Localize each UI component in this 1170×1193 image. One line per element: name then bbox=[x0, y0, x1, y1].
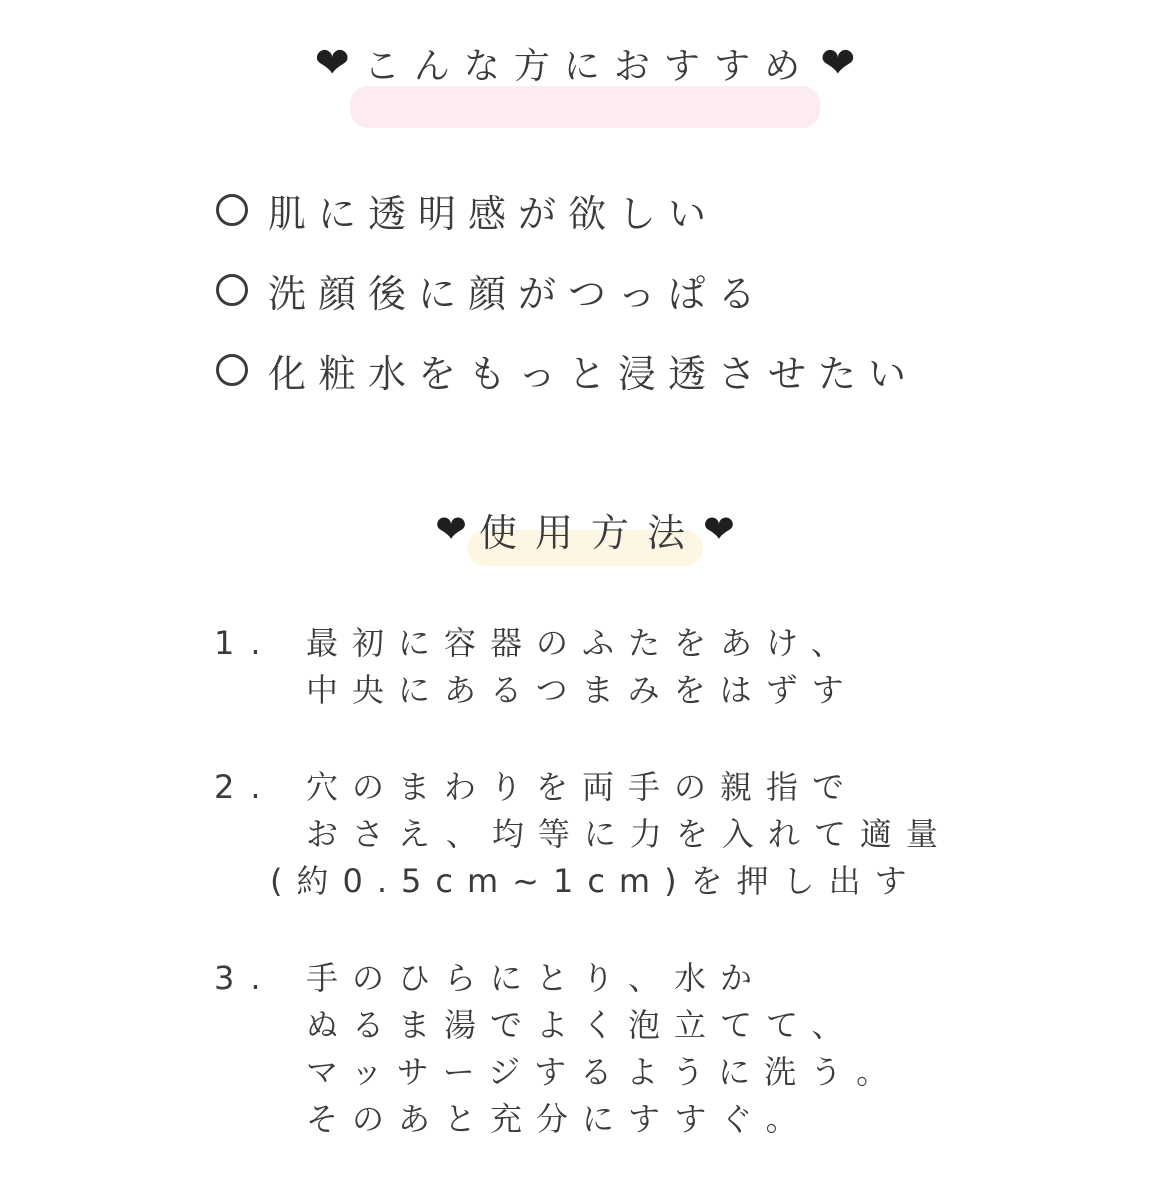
heart-icon: ❤ bbox=[820, 38, 856, 87]
list-item-label: 化粧水をもっと浸透させたい bbox=[268, 351, 919, 396]
step-line: 中央にあるつまみをはずす bbox=[306, 671, 858, 709]
step-item bbox=[214, 620, 1154, 714]
circle-icon bbox=[216, 274, 248, 306]
list-item bbox=[216, 180, 918, 240]
recommend-list bbox=[216, 180, 918, 420]
step-item bbox=[214, 764, 1154, 905]
circle-icon bbox=[216, 194, 248, 226]
step-text bbox=[306, 955, 1154, 1143]
step-number: 1. bbox=[214, 624, 277, 662]
step-number: 2. bbox=[214, 768, 277, 806]
heart-icon: ❤ bbox=[703, 507, 735, 551]
recommend-title-wrap bbox=[350, 38, 820, 89]
step-line: そのあと充分にすすぐ。 bbox=[306, 1100, 812, 1138]
step-text bbox=[306, 620, 1154, 714]
step-line: マッサージするように洗う。 bbox=[306, 1053, 903, 1091]
usage-header bbox=[0, 494, 1170, 564]
title-highlight bbox=[350, 86, 820, 128]
list-item-label: 洗顔後に顔がつっぱる bbox=[268, 271, 768, 316]
step-text bbox=[270, 764, 1154, 905]
step-line: (約0.5cm~1cm)を押し出す bbox=[270, 862, 921, 900]
usage-steps bbox=[214, 620, 1154, 1193]
list-item bbox=[216, 340, 918, 400]
step-item bbox=[214, 955, 1154, 1143]
circle-icon bbox=[216, 354, 248, 386]
heart-icon: ❤ bbox=[435, 507, 467, 551]
step-line: 穴のまわりを両手の親指で bbox=[306, 768, 859, 806]
list-item bbox=[216, 260, 918, 320]
list-item-label: 肌に透明感が欲しい bbox=[268, 191, 719, 236]
step-line: おさえ、均等に力を入れて適量 bbox=[306, 815, 952, 853]
usage-title-wrap bbox=[467, 502, 703, 557]
usage-title: 使用方法 bbox=[478, 510, 703, 555]
recommend-title: こんな方におすすめ bbox=[363, 45, 815, 87]
step-line: 手のひらにとり、水か bbox=[306, 959, 767, 997]
step-number: 3. bbox=[214, 959, 277, 997]
step-line: ぬるま湯でよく泡立てて、 bbox=[306, 1006, 858, 1044]
step-line: 最初に容器のふたをあけ、 bbox=[306, 624, 857, 662]
heart-icon: ❤ bbox=[314, 38, 350, 87]
recommend-header bbox=[0, 28, 1170, 98]
